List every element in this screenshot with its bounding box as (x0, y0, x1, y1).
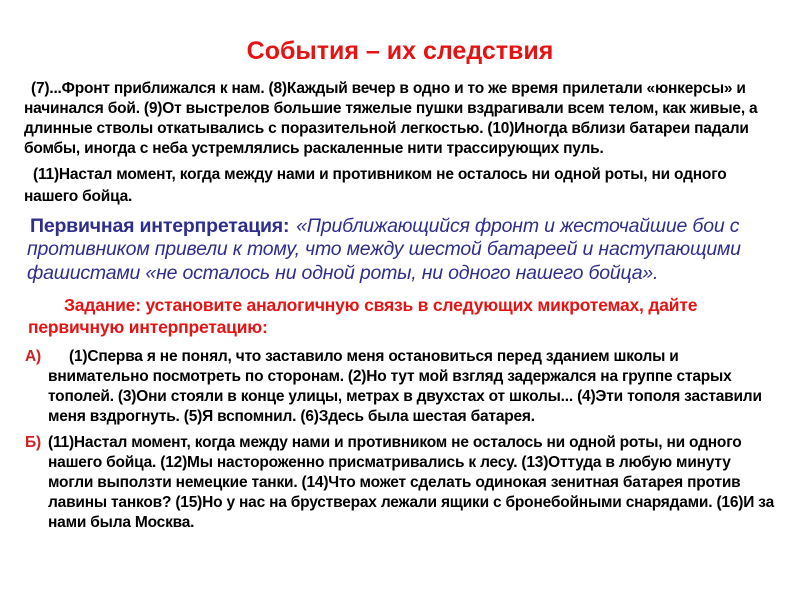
item-b-marker: Б) (25, 433, 41, 451)
interpretation-quote: «Приближающийся фронт и жесточайшие бои с противником привели к тому, что между шестой батареей и наступающими фашистами «не осталось ни одной роты, ни одного нашего бойца». (27, 215, 741, 284)
list-item-b (25, 433, 778, 534)
paragraph-front-events: (7)...Фронт приближался к нам. (8)Каждый вечер в одно и то же время прилетали «юнкерсы» и начинался бой. (9)От выстрелов большие тяжелые пушки вздрагивали всем телом, как живые, а длинные стволы откатывались с поразительной легкостью. (10)Иногда вблизи батареи падали бомбы, иногда с неба устремлялись раскаленные нити трассирующих пуль. (24, 79, 758, 157)
item-a-text: (1)Сперва я не понял, что заставило меня остановиться перед зданием школы и внимательно посмотреть по сторонам. (2)Но тут мой взгляд задержался на группе старых тополей. (3)Они стояли в конце улицы, метрах в двухстах от школы... (4)Эти тополя заставили меня вздрогнуть. (5)Я вспомнил. (6)Здесь была шестая батарея. (48, 347, 762, 426)
item-a-marker: А) (25, 347, 41, 365)
slide-title: События – их следствия (246, 37, 554, 65)
task-instruction: Задание: установите аналогичную связь в следующих микротемах, дайте первичную интерпретацию: (28, 295, 698, 338)
item-b-text: (11)Настал момент, когда между нами и противником не осталось ни одной роты, ни одного нашего бойца. (12)Мы настороженно присматривались к лесу. (13)Оттуда в любую минуту могли выползти немецкие танки. (14)Что может сделать одинокая зенитная батарея против лавины танков? (15)Но у нас на брустверах лежали ящики с бронебойными снарядами. (16)И за нами была Москва. (48, 433, 775, 532)
interpretation-label: Первичная интерпретация: (30, 215, 290, 238)
paragraph-moment: (11)Настал момент, когда между нами и противником не осталось ни одной роты, ни одного нашего бойца. (24, 166, 727, 206)
list-item-a (25, 347, 778, 428)
interpretation-paragraph (27, 215, 770, 285)
